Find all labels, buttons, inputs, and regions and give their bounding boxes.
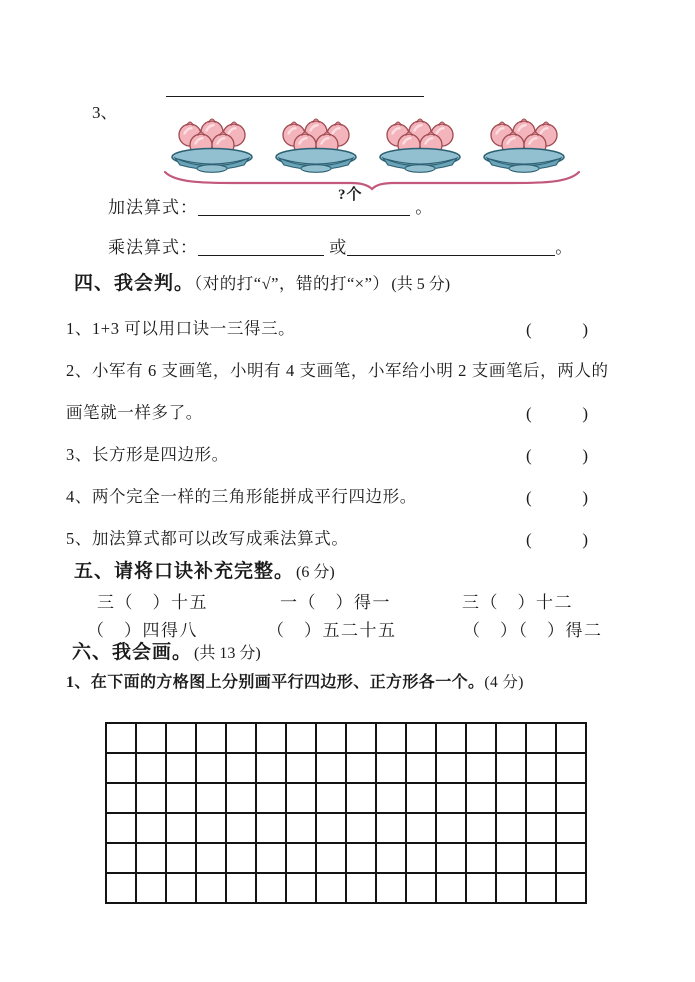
judge-item-4: 4、两个完全一样的三角形能拼成平行四边形。 <box>66 487 417 506</box>
multiplication-period: 。 <box>555 238 574 257</box>
grid-cell[interactable] <box>466 723 496 753</box>
grid-cell[interactable] <box>226 873 256 903</box>
grid-cell[interactable] <box>226 723 256 753</box>
grid-cell[interactable] <box>136 813 166 843</box>
grid-cell[interactable] <box>346 783 376 813</box>
grid-cell[interactable] <box>526 873 556 903</box>
brace-icon <box>161 169 583 191</box>
section6-item1: 1、在下面的方格图上分别画平行四边形、正方形各一个。(4 分) <box>66 674 524 691</box>
section4-title: 四、我会判。 <box>74 273 195 294</box>
grid-cell[interactable] <box>556 723 586 753</box>
grid-cell[interactable] <box>496 813 526 843</box>
grid-cell[interactable] <box>256 783 286 813</box>
grid-cell[interactable] <box>466 873 496 903</box>
grid-cell[interactable] <box>106 873 136 903</box>
grid-cell[interactable] <box>316 873 346 903</box>
grid-cell[interactable] <box>526 783 556 813</box>
grid-cell[interactable] <box>376 873 406 903</box>
section6-heading <box>72 641 261 665</box>
addition-label: 加法算式： <box>108 198 198 217</box>
judge-answer-1[interactable]: ( ) <box>526 320 588 339</box>
judge-answer-3[interactable]: ( ) <box>526 446 588 465</box>
grid-cell[interactable] <box>466 813 496 843</box>
grid-cell[interactable] <box>406 873 436 903</box>
grid-cell[interactable] <box>106 723 136 753</box>
kouju-r2c2[interactable]: （ ）五二十五 <box>267 621 397 640</box>
judge-answer-5[interactable]: ( ) <box>526 530 588 549</box>
multiplication-label: 乘法算式： <box>108 238 198 257</box>
grid-cell[interactable] <box>316 753 346 783</box>
grid-cell[interactable] <box>346 873 376 903</box>
grid-cell[interactable] <box>436 753 466 783</box>
grid-cell[interactable] <box>286 813 316 843</box>
grid-cell[interactable] <box>376 843 406 873</box>
grid-cell[interactable] <box>166 873 196 903</box>
grid-cell[interactable] <box>406 783 436 813</box>
judge-answer-2[interactable]: ( ) <box>526 404 588 423</box>
grid-cell[interactable] <box>526 813 556 843</box>
section5-score: (6 分) <box>296 564 335 581</box>
section4-heading <box>74 272 450 296</box>
grid-cell[interactable] <box>556 753 586 783</box>
section4-note: （对的打“√”，错的打“×”） <box>194 274 390 293</box>
grid-cell[interactable] <box>166 783 196 813</box>
grid-cell[interactable] <box>406 843 436 873</box>
grid-cell[interactable] <box>196 783 226 813</box>
grid-cell[interactable] <box>316 783 346 813</box>
grid-cell[interactable] <box>496 753 526 783</box>
grid-cell[interactable] <box>286 783 316 813</box>
grid-cell[interactable] <box>556 843 586 873</box>
judge-item-1: 1、1+3 可以用口诀一三得三。 <box>66 319 296 338</box>
grid-cell[interactable] <box>106 843 136 873</box>
kouju-r1c1[interactable]: 三（ ）十五 <box>97 593 208 612</box>
grid-cell[interactable] <box>406 813 436 843</box>
grid-cell[interactable] <box>466 783 496 813</box>
grid-cell[interactable] <box>286 753 316 783</box>
grid-cell[interactable] <box>136 873 166 903</box>
grid-cell[interactable] <box>496 843 526 873</box>
addition-period: 。 <box>415 198 434 217</box>
grid-cell[interactable] <box>316 843 346 873</box>
judge-item-2-line2: 画笔就一样多了。 <box>66 403 203 422</box>
judge-item-3: 3、长方形是四边形。 <box>66 445 229 464</box>
grid-cell[interactable] <box>316 813 346 843</box>
judge-item-2-line1: 2、小军有 6 支画笔，小明有 4 支画笔，小军给小明 2 支画笔后，两人的 <box>66 361 609 380</box>
grid-cell[interactable] <box>376 783 406 813</box>
grid-cell[interactable] <box>556 813 586 843</box>
grid-cell[interactable] <box>286 873 316 903</box>
grid-cell[interactable] <box>346 753 376 783</box>
grid-cell[interactable] <box>136 753 166 783</box>
grid-cell[interactable] <box>196 843 226 873</box>
grid-cell[interactable] <box>136 723 166 753</box>
grid-cell[interactable] <box>406 723 436 753</box>
drawing-grid[interactable] <box>105 722 587 904</box>
grid-cell[interactable] <box>436 873 466 903</box>
grid-cell[interactable] <box>256 843 286 873</box>
kouju-r2c3[interactable]: （ ）（ ）得二 <box>463 621 603 640</box>
addition-answer-blank[interactable] <box>198 198 410 216</box>
answer-blank-top[interactable] <box>166 96 424 97</box>
or-label: 或 <box>329 238 348 257</box>
kouju-r1c2[interactable]: 一（ ）得一 <box>280 593 391 612</box>
grid-cell[interactable] <box>106 813 136 843</box>
peach-plate-image <box>478 112 570 174</box>
grid-cell[interactable] <box>556 873 586 903</box>
grid-cell[interactable] <box>136 783 166 813</box>
kouju-r1c3[interactable]: 三（ ）十二 <box>462 593 573 612</box>
question3-number: 3、 <box>92 103 118 122</box>
grid-cell[interactable] <box>196 753 226 783</box>
grid-cell[interactable] <box>376 723 406 753</box>
grid-cell[interactable] <box>286 723 316 753</box>
grid-cell[interactable] <box>166 723 196 753</box>
grid-cell[interactable] <box>196 873 226 903</box>
grid-cell[interactable] <box>376 753 406 783</box>
peach-plate-image <box>270 112 362 174</box>
grid-cell[interactable] <box>226 783 256 813</box>
grid-cell[interactable] <box>226 813 256 843</box>
grid-cell[interactable] <box>256 753 286 783</box>
grid-cell[interactable] <box>136 843 166 873</box>
grid-cell[interactable] <box>196 813 226 843</box>
grid-cell[interactable] <box>436 813 466 843</box>
peach-plate-image <box>166 112 258 174</box>
grid-cell[interactable] <box>406 753 436 783</box>
grid-cell[interactable] <box>466 753 496 783</box>
grid-cell[interactable] <box>226 843 256 873</box>
grid-cell[interactable] <box>196 723 226 753</box>
grid-cell[interactable] <box>106 753 136 783</box>
grid-cell[interactable] <box>346 843 376 873</box>
grid-cell[interactable] <box>496 783 526 813</box>
grid-cell[interactable] <box>256 813 286 843</box>
grid-cell[interactable] <box>226 753 256 783</box>
section5-title: 五、请将口诀补充完整。 <box>74 561 295 582</box>
section4-score: (共 5 分) <box>391 276 451 293</box>
grid-cell[interactable] <box>286 843 316 873</box>
grid-cell[interactable] <box>436 843 466 873</box>
grid-cell[interactable] <box>256 873 286 903</box>
plates-row <box>166 110 570 174</box>
grid-cell[interactable] <box>166 813 196 843</box>
grid-cell[interactable] <box>256 723 286 753</box>
judge-item-5: 5、加法算式都可以改写成乘法算式。 <box>66 529 349 548</box>
grid-cell[interactable] <box>526 843 556 873</box>
grid-cell[interactable] <box>556 783 586 813</box>
grid-cell[interactable] <box>106 783 136 813</box>
grid-cell[interactable] <box>346 813 376 843</box>
section6-score: (共 13 分) <box>194 645 261 662</box>
grid-cell[interactable] <box>496 873 526 903</box>
grid-cell[interactable] <box>376 813 406 843</box>
grid-cell[interactable] <box>436 783 466 813</box>
section6-title: 六、我会画。 <box>72 642 193 663</box>
addition-equation-line <box>108 197 433 218</box>
grid-cell[interactable] <box>346 723 376 753</box>
peach-plate-image <box>374 112 466 174</box>
brace-count-label: ?个 <box>338 187 363 203</box>
grid-cell[interactable] <box>466 843 496 873</box>
section5-heading <box>74 560 335 584</box>
grid-cell[interactable] <box>316 723 346 753</box>
judge-answer-4[interactable]: ( ) <box>526 488 588 507</box>
grid-cell[interactable] <box>166 753 196 783</box>
grid-cell[interactable] <box>166 843 196 873</box>
multiplication-answer-blank-2[interactable] <box>347 238 555 256</box>
multiplication-answer-blank-1[interactable] <box>198 238 324 256</box>
grid-cell[interactable] <box>526 753 556 783</box>
multiplication-equation-line <box>108 237 573 258</box>
grid-cell[interactable] <box>526 723 556 753</box>
grid-cell[interactable] <box>496 723 526 753</box>
kouju-r2c1[interactable]: （ ）四得八 <box>87 621 198 640</box>
grid-cell[interactable] <box>436 723 466 753</box>
